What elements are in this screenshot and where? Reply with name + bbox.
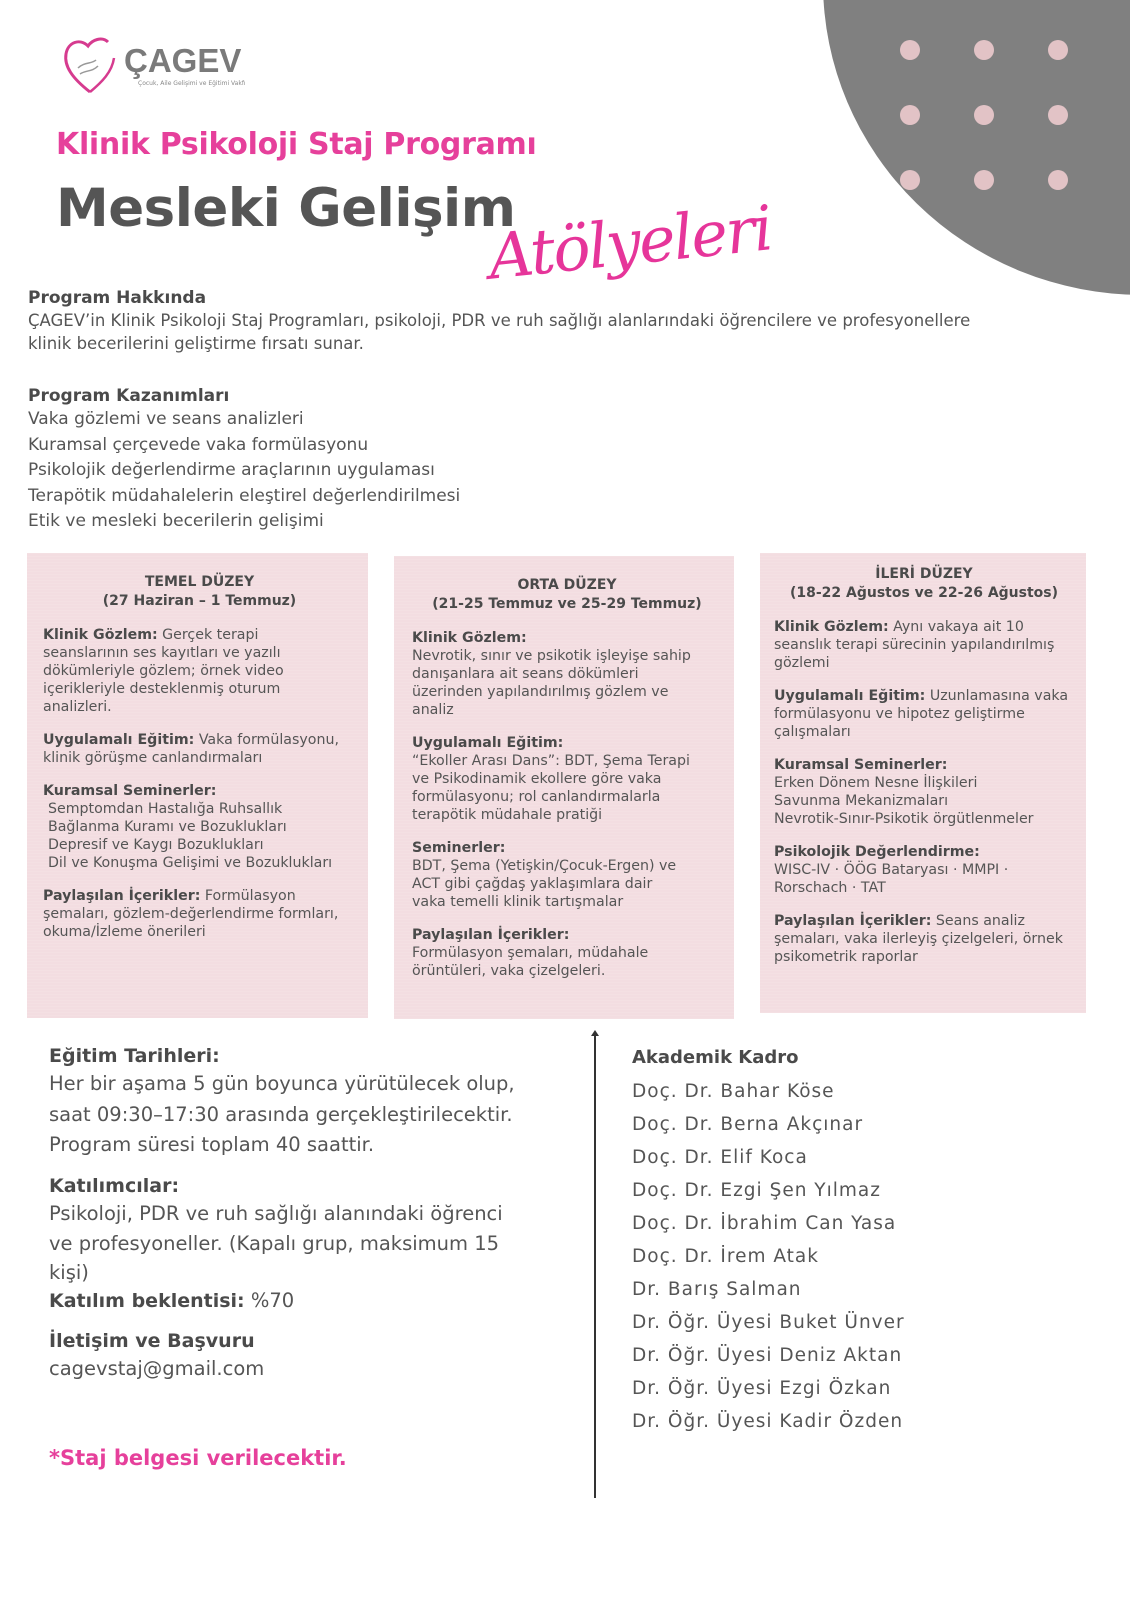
dot-icon — [1048, 170, 1068, 190]
dot-icon — [900, 40, 920, 60]
dot-icon — [974, 105, 994, 125]
contact-heading: İletişim ve Başvuru — [49, 1330, 255, 1352]
participants-line: ve profesyoneller. (Kapalı grup, maksimum 15 — [49, 1232, 500, 1255]
block-line: Gerçek terapi — [162, 627, 259, 643]
block-line: formülasyonu; rol canlandırmalarla — [412, 789, 661, 805]
block-line: danışanlara ait seans dökümleri — [412, 666, 639, 682]
block-line: Nevrotik-Sınır-Psikotik örgütlenmeler — [774, 811, 1034, 827]
block-line: seanslık terapi sürecinin yapılandırılmış — [774, 637, 1055, 653]
block-line: örüntüleri, vaka çizelgeleri. — [412, 963, 606, 979]
block-label: Seminerler: — [412, 840, 506, 856]
block-line: seanslarının ses kayıtları ve yazılı — [43, 645, 281, 661]
page-title: Mesleki Gelişim — [56, 178, 516, 239]
level-block — [412, 839, 722, 911]
level-dates: (27 Haziran – 1 Temmuz) — [102, 593, 297, 609]
level-block — [412, 926, 722, 980]
block-label: Uygulamalı Eğitim: — [43, 732, 195, 748]
faculty-member: Dr. Öğr. Üyesi Deniz Aktan — [632, 1345, 903, 1366]
gains-heading: Program Kazanımları — [28, 386, 230, 406]
dot-icon — [1048, 40, 1068, 60]
about-line: klinik becerilerini geliştirme fırsatı sunar. — [28, 334, 364, 353]
faculty-member: Dr. Öğr. Üyesi Kadir Özden — [632, 1411, 904, 1432]
about-section — [28, 287, 1108, 355]
level-title: ORTA DÜZEY — [517, 577, 617, 593]
logo-subtitle: Çocuk, Aile Gelişimi ve Eğitimi Vakfı — [138, 80, 246, 87]
faculty-member: Doç. Dr. Berna Akçınar — [632, 1114, 864, 1135]
faculty-member: Dr. Öğr. Üyesi Buket Ünver — [632, 1312, 905, 1333]
script-title: Atölyeleri — [484, 191, 775, 294]
block-line: Aynı vakaya ait 10 — [893, 619, 1024, 635]
dot-icon — [900, 105, 920, 125]
level-block — [412, 629, 722, 719]
level-dates: (18-22 Ağustos ve 22-26 Ağustos) — [789, 585, 1059, 601]
block-label: Paylaşılan İçerikler: — [43, 888, 201, 904]
contact-email[interactable]: cagevstaj@gmail.com — [49, 1357, 265, 1380]
block-label: Klinik Gözlem: — [412, 630, 527, 646]
gain-item: Psikolojik değerlendirme araçlarının uygulaması — [28, 460, 435, 480]
faculty-member: Doç. Dr. İrem Atak — [632, 1246, 819, 1267]
gains-section — [28, 385, 460, 535]
block-line: Savunma Mekanizmaları — [774, 793, 949, 809]
participants-line: kişi) — [49, 1260, 89, 1284]
block-line: çalışmaları — [774, 724, 851, 740]
program-subtitle: Klinik Psikoloji Staj Programı — [56, 127, 537, 162]
attendance — [49, 1286, 589, 1317]
faculty-member: Doç. Dr. Bahar Köse — [632, 1081, 835, 1102]
level-title: İLERİ DÜZEY — [875, 566, 973, 582]
block-line: psikometrik raporlar — [774, 949, 918, 965]
block-line: WISC-IV · ÖÖG Bataryası · MMPI · — [774, 862, 1009, 878]
block-label: Kuramsal Seminerler: — [774, 757, 948, 773]
block-label: Klinik Gözlem: — [43, 627, 158, 643]
block-line: ACT gibi çağdaş yaklaşımlara dair — [412, 876, 653, 892]
block-line: BDT, Şema (Yetişkin/Çocuk-Ergen) ve — [412, 858, 677, 874]
faculty-member: Dr. Öğr. Üyesi Ezgi Özkan — [632, 1378, 892, 1399]
block-line: Bağlanma Kuramı ve Bozuklukları — [48, 819, 287, 835]
faculty-section — [632, 1045, 905, 1438]
block-line: Dil ve Konuşma Gelişimi ve Bozuklukları — [48, 855, 333, 871]
block-line: vaka temelli klinik tartışmalar — [412, 894, 624, 910]
block-line: formülasyonu ve hipotez geliştirme — [774, 706, 1025, 722]
block-line: şemaları, vaka ilerleyiş çizelgeleri, örnek — [774, 931, 1063, 947]
block-line: ve Psikodinamik ekollere göre vaka — [412, 771, 662, 787]
level-block — [412, 734, 722, 824]
block-line: okuma/İzleme önerileri — [43, 924, 206, 940]
participants-line: Psikoloji, PDR ve ruh sağlığı alanındaki öğrenci — [49, 1201, 503, 1225]
block-line: Semptomdan Hastalığa Ruhsallık — [48, 801, 283, 817]
block-line: şemaları, gözlem-değerlendirme formları, — [43, 906, 339, 922]
faculty-member: Dr. Barış Salman — [632, 1279, 802, 1300]
about-heading: Program Hakkında — [28, 288, 207, 308]
dates-line: Program süresi toplam 40 saattir. — [49, 1133, 375, 1156]
block-line: üzerinden yapılandırılmış gözlem ve — [412, 684, 669, 700]
block-line: terapötik müdahale pratiği — [412, 807, 603, 823]
block-line: analiz — [412, 702, 454, 718]
block-line: gözlemi — [774, 655, 830, 671]
level-block — [43, 782, 356, 872]
dot-icon — [974, 40, 994, 60]
gain-item: Terapötik müdahalelerin eleştirel değerlendirilmesi — [28, 485, 461, 506]
level-block — [774, 687, 1074, 741]
block-line: klinik görüşme canlandırmaları — [43, 750, 263, 766]
block-line: analizleri. — [43, 699, 112, 715]
block-line: Formülasyon şemaları, müdahale — [412, 945, 649, 961]
faculty-member: Doç. Dr. İbrahim Can Yasa — [632, 1213, 897, 1234]
about-line: ÇAGEV’in Klinik Psikoloji Staj Programları, psikoloji, PDR ve ruh sağlığı alanlarındaki öğrencilere ve profesyonellere — [28, 311, 971, 330]
participants-heading: Katılımcılar: — [49, 1174, 180, 1197]
cagev-logo — [58, 30, 248, 100]
block-line: Formülasyon — [204, 888, 296, 904]
gain-item: Kuramsal çerçevede vaka formülasyonu — [28, 434, 369, 455]
vertical-divider — [594, 1033, 596, 1498]
block-label: Paylaşılan İçerikler: — [412, 927, 570, 943]
block-line: “Ekoller Arası Dans”: BDT, Şema Terapi — [412, 753, 690, 769]
dates-line: Her bir aşama 5 gün boyunca yürütülecek olup, — [49, 1072, 515, 1095]
faculty-member: Doç. Dr. Elif Koca — [632, 1147, 808, 1168]
attendance-value: %70 — [250, 1288, 295, 1312]
dot-icon — [974, 170, 994, 190]
block-line: Erken Dönem Nesne İlişkileri — [774, 775, 978, 791]
level-block — [43, 731, 356, 767]
level-title: TEMEL DÜZEY — [144, 574, 255, 590]
block-line: Seans analiz — [935, 913, 1025, 929]
level-block — [774, 912, 1074, 966]
block-label: Uygulamalı Eğitim: — [774, 688, 926, 704]
block-line: Uzunlamasına vaka — [929, 688, 1069, 704]
certificate-note: *Staj belgesi verilecektir. — [49, 1446, 347, 1470]
block-label: Uygulamalı Eğitim: — [412, 735, 564, 751]
block-line: Nevrotik, sınır ve psikotik işleyişe sahip — [412, 648, 691, 664]
block-line: Depresif ve Kaygı Bozuklukları — [48, 837, 264, 853]
block-label: Klinik Gözlem: — [774, 619, 889, 635]
block-label: Psikolojik Değerlendirme: — [774, 844, 980, 860]
block-line: Vaka formülasyonu, — [198, 732, 339, 748]
logo-name: ÇAGEV — [124, 42, 242, 79]
dates-heading: Eğitim Tarihleri: — [49, 1045, 220, 1067]
block-line: dökümleriyle gözlem; örnek video — [43, 663, 284, 679]
level-dates: (21-25 Temmuz ve 25-29 Temmuz) — [432, 596, 702, 612]
level-block — [43, 887, 356, 941]
attendance-label: Katılım beklentisi: — [49, 1289, 245, 1312]
level-block — [774, 618, 1074, 672]
faculty-member: Doç. Dr. Ezgi Şen Yılmaz — [632, 1180, 881, 1201]
level-card-intermediate — [394, 556, 734, 1019]
decorative-dot-grid — [900, 40, 1100, 200]
level-block — [43, 626, 356, 716]
block-line: Rorschach · TAT — [774, 880, 886, 896]
faculty-heading: Akademik Kadro — [632, 1047, 799, 1068]
level-card-basic — [27, 553, 368, 1018]
gain-item: Vaka gözlemi ve seans analizleri — [28, 409, 304, 429]
dates-line: saat 09:30–17:30 arasında gerçekleştirilecektir. — [49, 1102, 513, 1126]
heart-hands-icon — [62, 34, 118, 96]
level-card-advanced — [760, 553, 1086, 1013]
details-section — [49, 1043, 589, 1385]
gain-item: Etik ve mesleki becerilerin gelişimi — [28, 511, 324, 531]
block-line: içerikleriyle desteklenmiş oturum — [43, 681, 281, 697]
level-block — [774, 756, 1074, 828]
block-label: Kuramsal Seminerler: — [43, 783, 217, 799]
dot-icon — [900, 170, 920, 190]
level-block — [774, 843, 1074, 897]
dot-icon — [1048, 105, 1068, 125]
block-label: Paylaşılan İçerikler: — [774, 913, 932, 929]
